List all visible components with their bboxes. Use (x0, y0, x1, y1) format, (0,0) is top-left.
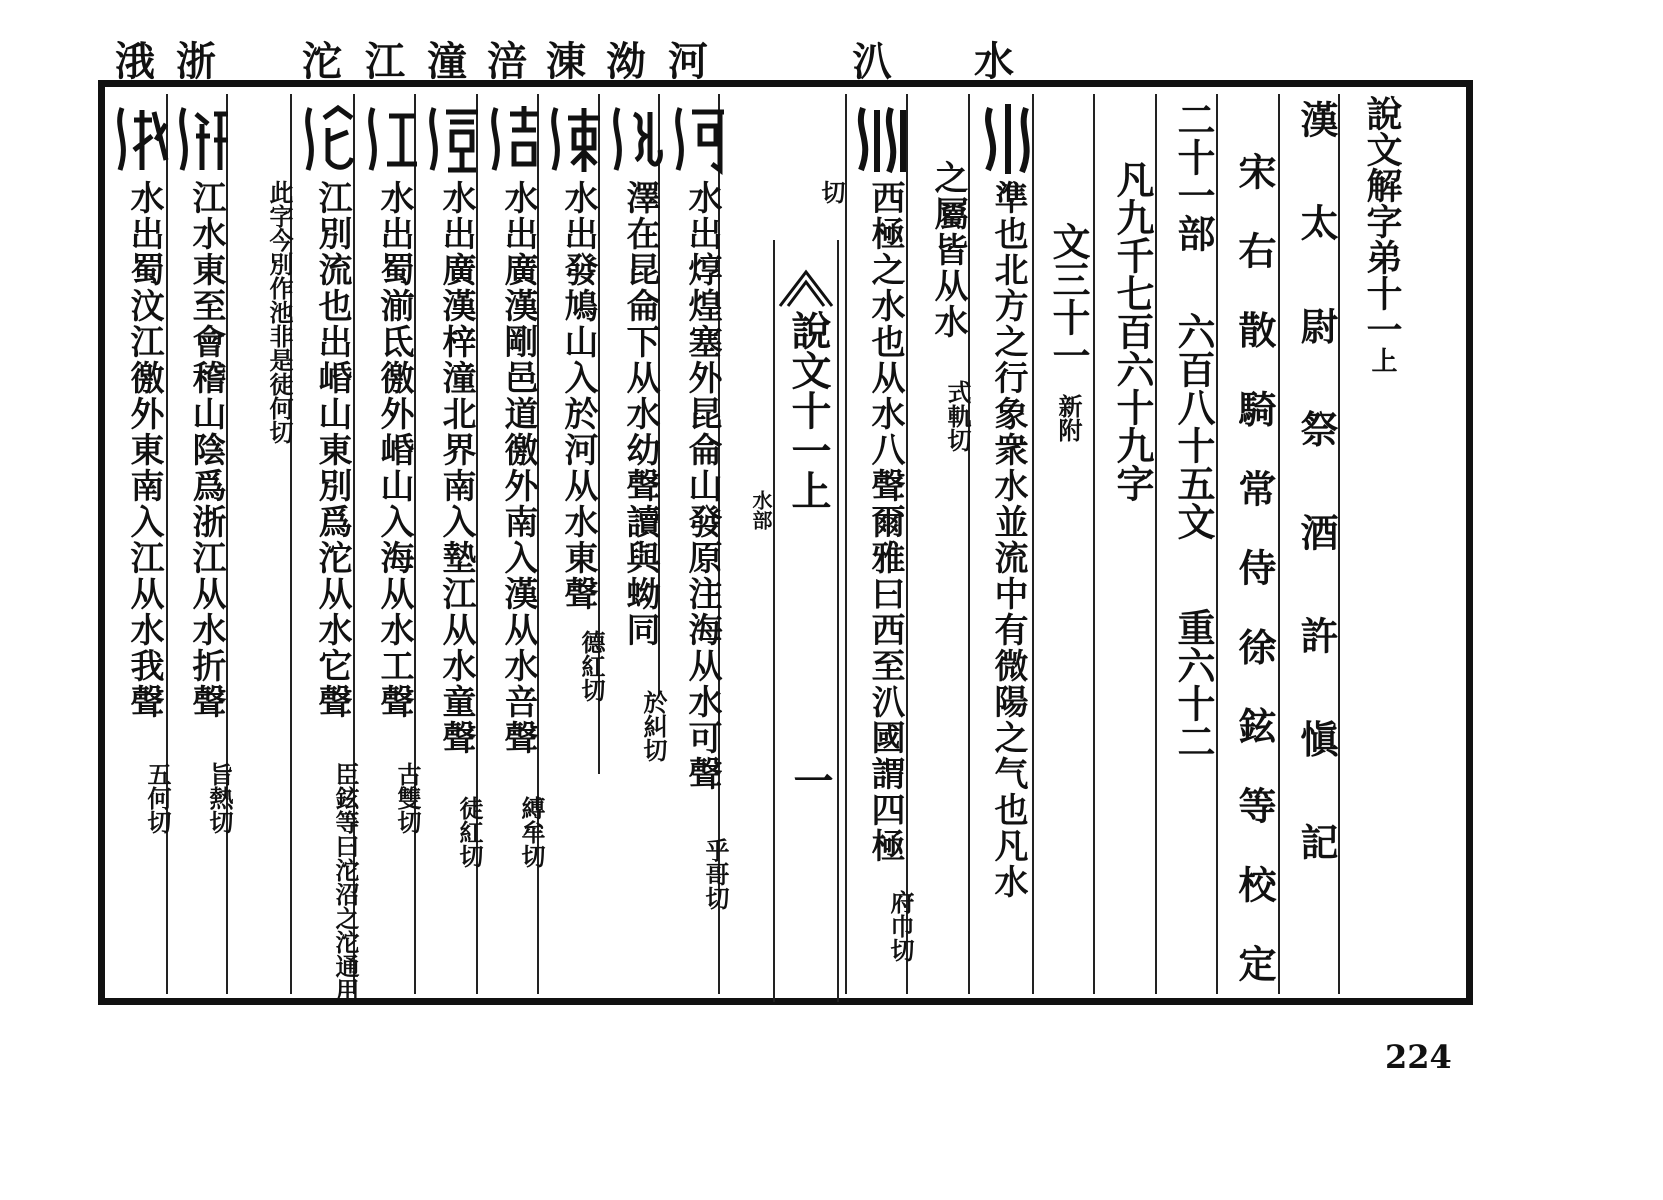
heading-he: 河 (668, 38, 708, 85)
entry-you-note: 於糾切 (639, 690, 668, 762)
seal-script-you (608, 100, 666, 178)
entry-jiang-text: 水出蜀湔氐徼外崏山入海从水工聲 (374, 180, 414, 720)
heading-e: 涐 (115, 38, 155, 85)
seal-script-e (112, 100, 170, 178)
heading-fu: 涪 (487, 38, 527, 85)
stats-line-2: 凡九千七百六十九字 (1110, 160, 1155, 502)
page-number: 224 (1385, 1038, 1452, 1076)
seal-script-shui (978, 100, 1036, 178)
entry-jiang-note: 古雙切 (393, 762, 422, 834)
fish-tail-mark-icon (778, 268, 834, 308)
seal-script-tuo (300, 100, 358, 178)
book-title: 說文解字弟十一上 (1361, 95, 1403, 373)
center-section: 水部 (749, 490, 773, 530)
heading-jiang: 江 (365, 38, 405, 85)
entry-he-note: 乎哥切 (701, 838, 730, 910)
entry-tong-text: 水出廣漢梓潼北界南入墊江从水童聲 (436, 180, 476, 756)
heading-tong: 潼 (427, 38, 467, 85)
entry-bin-qie: 切 (817, 180, 846, 204)
seal-script-dong (546, 100, 604, 178)
center-title: 說文十一上 (785, 310, 832, 510)
entry-shui-text-cont: 之屬皆从水 (928, 160, 968, 340)
editor-line: 宋 右 散 騎 常 侍 徐 鉉 等 校 定 (1232, 152, 1277, 997)
stats-line-3: 文三十一新附 (1046, 222, 1091, 442)
entry-tuo-note: 臣鉉等曰沱沼之沱通用 (331, 762, 360, 1002)
stats-line-1: 二十一部六百八十五文重六十二 (1171, 100, 1216, 760)
entry-he-text: 水出焞煌塞外昆侖山發原注海从水可聲 (682, 180, 722, 792)
seal-script-zhe (174, 100, 232, 178)
entry-tong-note: 徒紅切 (455, 796, 484, 868)
entry-tuo-text: 江別流也出崏山東別爲沱从水它聲 (312, 180, 352, 720)
entry-fu-text: 水出廣漢剛邑道徼外南入漢从水咅聲 (498, 180, 538, 756)
entry-bin-note: 府巾切 (886, 890, 915, 962)
heading-tuo: 沱 (302, 38, 342, 85)
entry-fu-note: 縛牟切 (517, 796, 546, 868)
entry-bin-text: 西極之水也从水八聲爾雅曰西至汃國謂四極 (865, 180, 905, 864)
entry-tuo-extra-note: 此字今別作池非是徒何切 (265, 180, 294, 444)
seal-script-he (670, 100, 728, 178)
heading-zhe: 浙 (176, 38, 216, 85)
seal-script-fu (486, 100, 544, 178)
heading-shui: 水 (974, 38, 1014, 85)
entry-shui-text: 準也北方之行象衆水並流中有微陽之气也凡水 (988, 180, 1028, 900)
author-line: 漢 太 尉 祭 酒 許 愼 記 (1294, 100, 1339, 887)
seal-script-bin (853, 100, 911, 178)
entry-zhe-note: 旨熱切 (205, 762, 234, 834)
seal-script-tong (424, 100, 482, 178)
heading-dong: 涷 (546, 38, 586, 85)
heading-you: 泑 (606, 38, 646, 85)
column-rule (845, 94, 847, 994)
entry-dong-note: 德紅切 (577, 630, 606, 702)
heading-bin: 汃 (852, 38, 892, 85)
entry-e-note: 五何切 (143, 762, 172, 834)
entry-you-text: 澤在昆侖下从水幼聲讀與蚴同 (620, 180, 660, 648)
entry-dong-text: 水出發鳩山入於河从水東聲 (558, 180, 598, 612)
entry-e-text: 水出蜀汶江徼外東南入江从水我聲 (124, 180, 164, 720)
center-page-number: 一 (787, 760, 834, 800)
entry-zhe-text: 江水東至會稽山陰爲浙江从水折聲 (186, 180, 226, 720)
seal-script-jiang (363, 100, 421, 178)
entry-shui-note: 式軌切 (943, 380, 972, 452)
